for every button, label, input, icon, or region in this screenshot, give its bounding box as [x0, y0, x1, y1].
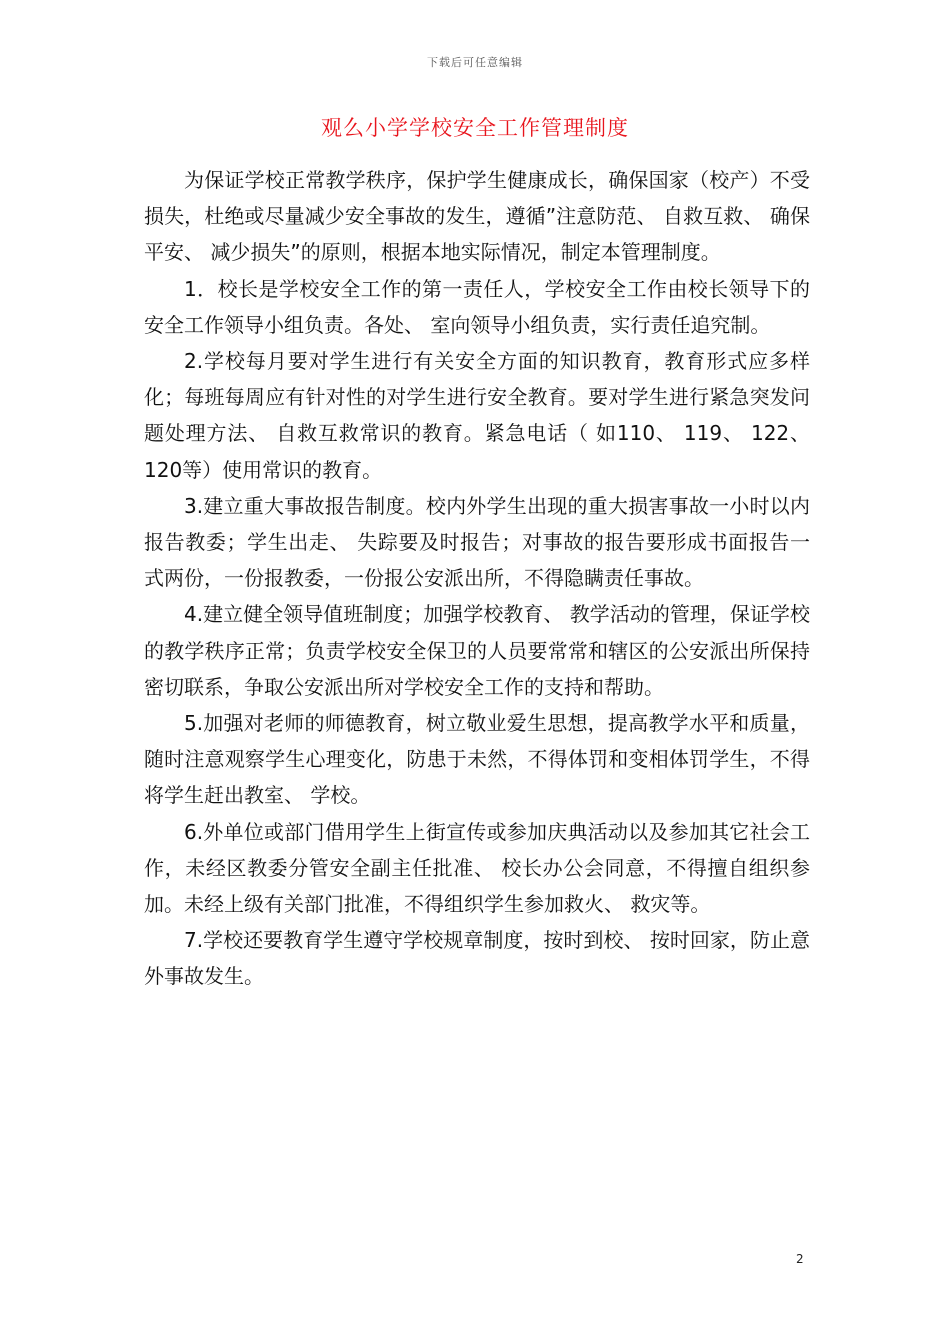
rule-paragraph-7: 7.学校还要教育学生遵守学校规章制度，按时到校、 按时回家，防止意外事故发生。 — [144, 928, 810, 989]
rule-paragraph-3: 3.建立重大事故报告制度。校内外学生出现的重大损害事故一小时以内报告教委；学生出走、 失踪要及时报告；对事故的报告要形成书面报告一式两份，一份报教委，一份报公安派出所，不得隐瞒责任事故。 — [144, 493, 810, 591]
header-note: 下载后可任意编辑 — [427, 56, 523, 69]
rule-paragraph-2: 2.学校每月要对学生进行有关安全方面的知识教育，教育形式应多样化；每班每周应有针对性的对学生进行安全教育。要对学生进行紧急突发问题处理方法、 自救互救常识的教育。紧急电话（ 如110、 119、 122、 120等）使用常识的教育。 — [144, 349, 810, 482]
rule-paragraph-4: 4.建立健全领导值班制度；加强学校教育、 教学活动的管理，保证学校的教学秩序正常；负责学校安全保卫的人员要常常和辖区的公安派出所保持密切联系，争取公安派出所对学校安全工作的支持和帮助。 — [144, 602, 810, 699]
rule-paragraph-5: 5.加强对老师的师德教育，树立敬业爱生思想，提高教学水平和质量，随时注意观察学生心理变化，防患于未然，不得体罚和变相体罚学生，不得将学生赶出教室、 学校。 — [144, 711, 810, 808]
rule-paragraph-6: 6.外单位或部门借用学生上街宣传或参加庆典活动以及参加其它社会工作，未经区教委分管安全副主任批准、 校长办公会同意，不得擅自组织参加。未经上级有关部门批准，不得组织学生参加救火、 救灾等。 — [144, 819, 810, 917]
document-title: 观么小学学校安全工作管理制度 — [321, 116, 629, 140]
intro-paragraph: 为保证学校正常教学秩序，保护学生健康成长，确保国家（校产）不受损失，杜绝或尽量减少安全事故的发生，遵循”注意防范、 自救互救、 确保平安、 减少损失”的原则，根据本地实际情况，制定本管理制度。 — [144, 168, 810, 265]
page-number: 2 — [796, 1252, 804, 1266]
rule-paragraph-1: 1．校长是学校安全工作的第一责任人，学校安全工作由校长领导下的安全工作领导小组负责。各处、 室向领导小组负责，实行责任追究制。 — [144, 276, 810, 337]
document-body — [144, 162, 810, 995]
